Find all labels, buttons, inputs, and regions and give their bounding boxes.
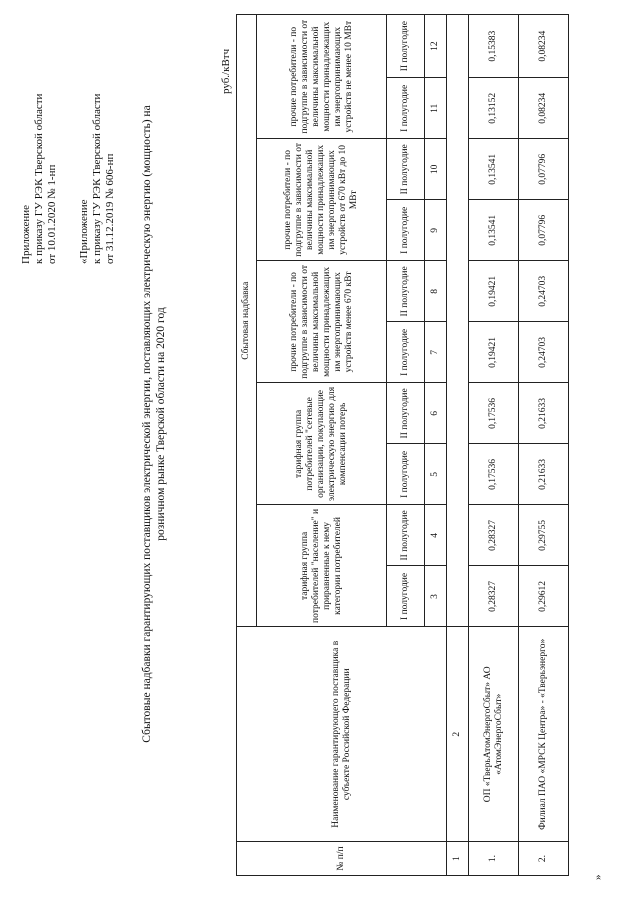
group-header-population: тарифная группа потребителей "население" и приравненные к нему категории потребителей [257,505,387,627]
group-header-over-10mw: прочие потребители - по подгруппе в зависимости от величины максимальной мощности принадлежащих им энергопринимающих устройств не менее 10 МВт [257,15,387,139]
half-1-header: I полугодие [387,78,425,139]
row-value: 0,24703 [519,322,569,383]
row-value: 0,28327 [469,505,519,566]
col-num: 10 [425,139,447,200]
document-title [140,4,168,844]
col-num: 12 [425,15,447,78]
group-header-670kw-10mw: прочие потребители - по подгруппе в зависимости от величины максимальной мощности принадлежащих им энергопринимающих устройств от 670 кВт до 10 МВт [257,139,387,261]
appendix-block-2 [78,14,117,264]
half-2-header: II полугодие [387,505,425,566]
half-1-header: I полугодие [387,200,425,261]
row-value: 0,21633 [519,383,569,444]
col-num: 8 [425,261,447,322]
closing-quote: » [592,874,604,880]
col-num: 1 [447,842,469,876]
header-row-1 [237,15,257,876]
appendix-2-line-3: от 31.12.2019 № 606-нп [104,153,116,264]
appendix-1-line-2: к приказу ГУ РЭК Тверской области [33,93,45,264]
row-value: 0,29612 [519,566,569,627]
half-2-header: II полугодие [387,15,425,78]
col-num: 3 [425,566,447,627]
header-markup: Сбытовая надбавка [237,15,257,627]
row-value: 0,07796 [519,200,569,261]
half-2-header: II полугодие [387,139,425,200]
title-line-2: розничном рынке Тверской области на 2020 год [155,307,167,541]
row-value: 0,21633 [519,444,569,505]
row-value: 0,08234 [519,78,569,139]
unit-label: руб./кВтч [220,48,232,94]
header-name: Наименование гарантирующего поставщика в субъекте Российской Федерации [237,627,447,842]
row-value: 0,07796 [519,139,569,200]
row-value: 0,19421 [469,322,519,383]
row-name: ОП «ТверьАтомЭнергоСбыт» АО «АтомЭнергоСбыт» [469,627,519,842]
appendix-block-1 [20,14,59,264]
col-num: 6 [425,383,447,444]
header-no: № п/п [237,842,447,876]
row-value: 0,08234 [519,15,569,78]
column-number-row-left [447,15,469,876]
appendix-1-line-1: Приложение [20,204,32,264]
appendix-2-line-2: к приказу ГУ РЭК Тверской области [91,93,103,264]
row-no: 2. [519,842,569,876]
appendix-2-line-1: «Приложение [78,199,90,264]
half-2-header: II полугодие [387,383,425,444]
half-2-header: II полугодие [387,261,425,322]
row-value: 0,15383 [469,15,519,78]
col-num: 11 [425,78,447,139]
row-value: 0,13541 [469,139,519,200]
half-1-header: I полугодие [387,322,425,383]
col-num: 7 [425,322,447,383]
group-header-network-orgs: тарифная группа потребителей "сетевые организации, покупающие электрическую энергию для компенсации потерь [257,383,387,505]
table-row [469,15,519,876]
markup-table [236,14,569,876]
half-1-header: I полугодие [387,566,425,627]
row-value: 0,17536 [469,383,519,444]
row-value: 0,24703 [519,261,569,322]
col-num: 2 [447,627,469,842]
row-value: 0,13541 [469,200,519,261]
table-row [519,15,569,876]
col-num: 4 [425,505,447,566]
title-line-1: Сбытовые надбавки гарантирующих поставщиков электрической энергии, поставляющих электрическую энергию (мощность) на [141,105,153,743]
col-num-filler [447,15,469,627]
row-value: 0,28327 [469,566,519,627]
appendix-1-line-3: от 10.01.2020 № 1-нп [46,164,58,264]
row-value: 0,17536 [469,444,519,505]
row-name: Филиал ПАО «МРСК Центра» - «Тверьэнерго» [519,627,569,842]
col-num: 9 [425,200,447,261]
half-1-header: I полугодие [387,444,425,505]
row-no: 1. [469,842,519,876]
row-value: 0,29755 [519,505,569,566]
row-value: 0,19421 [469,261,519,322]
col-num: 5 [425,444,447,505]
row-value: 0,13152 [469,78,519,139]
group-header-under-670kw: прочие потребители - по подгруппе в зависимости от величины максимальной мощности принадлежащих им энергопринимающих устройств менее 670 кВт [257,261,387,383]
